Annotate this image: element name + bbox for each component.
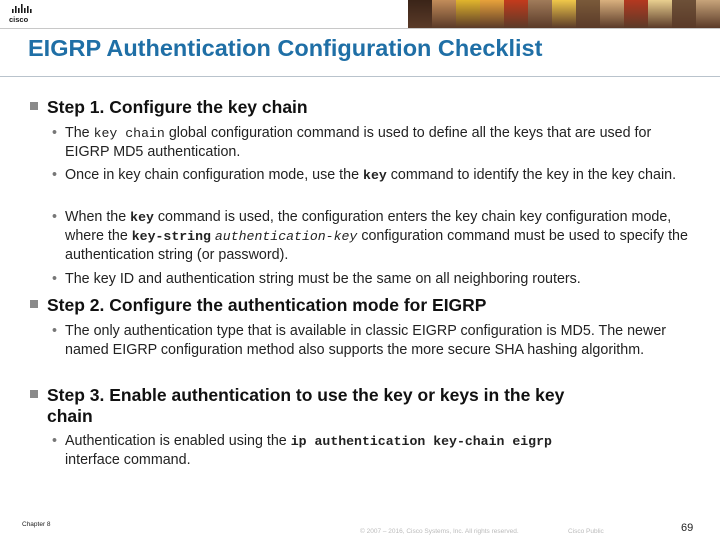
- square-bullet-icon: [30, 102, 38, 110]
- header-photo-tile: [624, 0, 648, 28]
- step1-heading-text: Step 1. Configure the key chain: [47, 97, 308, 117]
- text: Authentication is enabled using the: [65, 433, 291, 449]
- header-photo-tile: [528, 0, 552, 28]
- bullet-dot-icon: •: [52, 323, 58, 339]
- chapter-label: Chapter 8: [22, 521, 51, 528]
- step3-heading-text: [47, 385, 564, 427]
- header-photo-tile: [480, 0, 504, 28]
- header-photo-tile: [576, 0, 600, 28]
- command-text: key: [363, 168, 387, 183]
- text: The: [65, 125, 94, 141]
- step2-heading-text: Step 2. Configure the authentication mode for EIGRP: [47, 295, 487, 315]
- bullet-dot-icon: •: [52, 271, 58, 287]
- bullet-dot-icon: •: [52, 125, 58, 141]
- header-photo-strip: [408, 0, 720, 28]
- command-text: key: [130, 210, 154, 225]
- header-bar: [0, 0, 720, 28]
- header-photo-tile: [672, 0, 696, 28]
- header-photo-tile: [408, 0, 432, 28]
- copyright-text: © 2007 – 2016, Cisco Systems, Inc. All rights reserved.: [360, 528, 519, 535]
- page-number: 69: [681, 522, 694, 534]
- classification-text: Cisco Public: [568, 528, 604, 535]
- square-bullet-icon: [30, 300, 38, 308]
- command-text: key-string: [131, 229, 211, 244]
- bullet-dot-icon: •: [52, 167, 58, 183]
- cisco-logo: [6, 3, 46, 25]
- text: When the: [65, 209, 131, 225]
- svg-text:cisco: cisco: [9, 15, 29, 24]
- text: command to identify the key in the key chain.: [386, 167, 677, 183]
- bullet-dot-icon: •: [52, 209, 58, 225]
- header-photo-tile: [456, 0, 480, 28]
- heading-line: chain: [47, 406, 93, 426]
- heading-line: Step 3. Enable authentication to use the key or keys in the key: [47, 385, 565, 405]
- header-photo-tile: [552, 0, 576, 28]
- square-bullet-icon: [30, 390, 38, 398]
- header-photo-tile: [600, 0, 624, 28]
- text: global configuration command is used to define all the keys that are used for EIGRP MD5 authentication.: [65, 125, 652, 160]
- text: interface command.: [65, 452, 191, 468]
- text: Once in key chain configuration mode, use the: [65, 167, 364, 183]
- header-photo-tile: [504, 0, 528, 28]
- text: configuration command must be used to specify the authentication string (or password).: [65, 228, 688, 263]
- command-argument: authentication-key: [214, 229, 358, 244]
- title-divider: [0, 76, 720, 77]
- page-title: EIGRP Authentication Configuration Checklist: [28, 35, 543, 61]
- header-photo-tile: [648, 0, 672, 28]
- command-text: key chain: [93, 126, 165, 141]
- text: command is used, the configuration enters the key chain key configuration mode, where the: [65, 209, 672, 244]
- command-text: ip authentication key-chain eigrp: [290, 434, 552, 449]
- text: The only authentication type that is available in classic EIGRP configuration is MD5. The newer named EIGRP configuration method also supports the more secure SHA hashing algorithm.: [65, 323, 667, 358]
- bullet-dot-icon: •: [52, 433, 58, 449]
- header-divider: [0, 28, 720, 29]
- header-photo-tile: [432, 0, 456, 28]
- text: The key ID and authentication string must be the same on all neighboring routers.: [65, 271, 581, 287]
- header-photo-tile: [696, 0, 720, 28]
